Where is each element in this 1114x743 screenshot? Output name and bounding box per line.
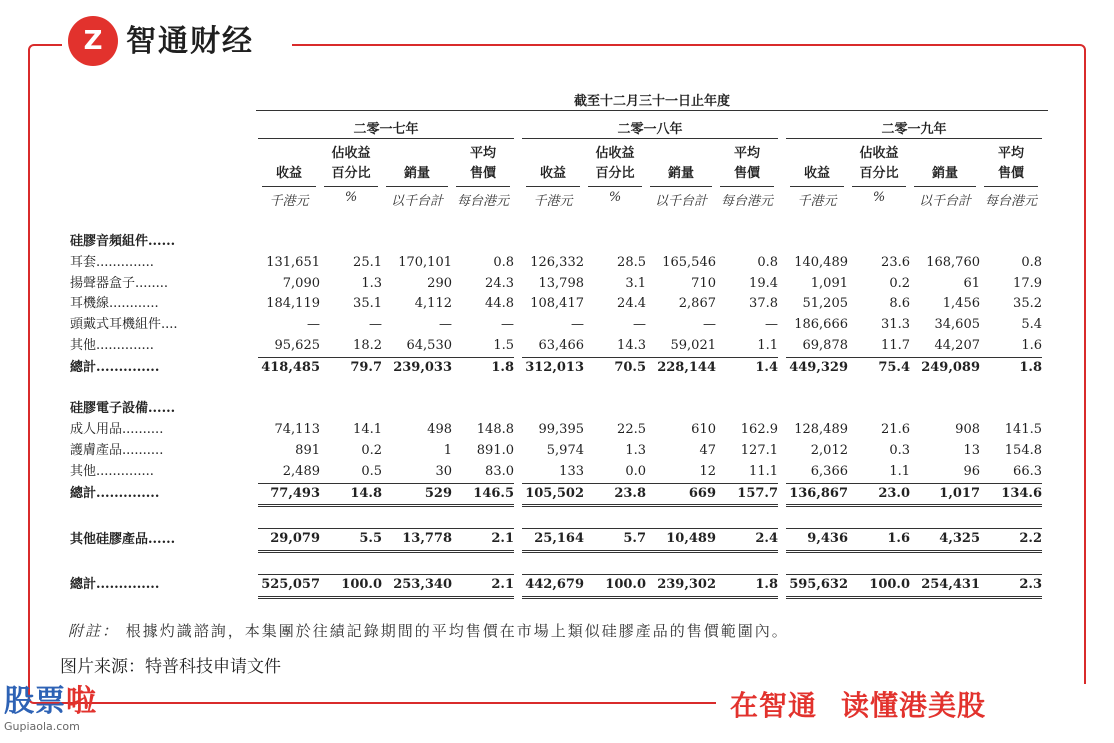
table-cell (848, 232, 910, 253)
table-cell: 127.1 (740, 442, 778, 458)
table-cell: 7,090 (282, 275, 320, 291)
table-cell: 5.7 (584, 529, 646, 552)
table-cell: 128,489 (794, 422, 848, 438)
table-cell: 14.8 (320, 483, 382, 506)
table-cell: 10,489 (646, 529, 716, 552)
table-cell: 34,605 (934, 317, 980, 333)
table-cell: 64,530 (406, 337, 452, 353)
watermark-url: Gupiaola.com (4, 720, 80, 733)
table-cell: 1.6 (1021, 337, 1042, 353)
table-cell: — (765, 317, 778, 333)
table-cell: 141.5 (1004, 422, 1042, 438)
year-title: 二零一九年 (881, 122, 947, 137)
row-label: 硅膠音頻組件...... (70, 234, 176, 249)
table-cell: 2.4 (716, 529, 778, 552)
year-rule (522, 138, 778, 139)
table-cell: 28.5 (617, 254, 646, 270)
table-cell: 6,366 (810, 463, 848, 479)
table-cell: 95,625 (274, 337, 320, 353)
table-row (70, 294, 1042, 315)
table-cell: — (501, 317, 514, 333)
table-cell: 1,091 (810, 275, 848, 291)
table-cell: 312,013 (522, 357, 584, 378)
table-cell (522, 399, 584, 420)
table-cell (584, 232, 646, 253)
slogan-part-1: 在智通 (730, 689, 818, 722)
table-cell: 24.3 (485, 275, 514, 291)
table-cell: 99,395 (538, 422, 584, 438)
table-cell (646, 232, 716, 253)
data-table (70, 232, 1042, 599)
table-row (70, 529, 1042, 552)
table-cell: 14.3 (617, 337, 646, 353)
table-cell: 70.5 (584, 357, 646, 378)
row-label: 硅膠電子設備...... (70, 401, 176, 417)
image-source: 图片来源：特普科技申请文件 (60, 657, 281, 677)
table-cell: 228,144 (646, 357, 716, 378)
table-cell: 891 (295, 442, 320, 458)
column-header-rule (324, 186, 378, 187)
table-cell: 96 (963, 463, 980, 479)
column-header: 銷量 (403, 166, 430, 181)
table-cell: 100.0 (848, 574, 910, 597)
table-cell: 74,113 (274, 422, 320, 438)
table-cell (320, 232, 382, 253)
column-header-rule (914, 186, 976, 187)
table-cell: 0.3 (889, 442, 910, 458)
column-header-rule (852, 186, 906, 187)
unit-label: 以千台計 (654, 194, 707, 209)
table-cell: 100.0 (584, 574, 646, 597)
year-title: 二零一八年 (617, 122, 683, 137)
row-label: 成人用品.......... (70, 422, 164, 438)
period-title: 截至十二月三十一日止年度 (573, 94, 730, 109)
column-header: 收益 (275, 166, 302, 181)
table-cell: 30 (435, 463, 452, 479)
unit-label: 以千台計 (390, 194, 443, 209)
table-cell (646, 399, 716, 420)
table-cell: 170,101 (398, 254, 452, 270)
table-cell: 0.2 (889, 275, 910, 291)
row-label: 其他硅膠產品...... (70, 531, 176, 547)
table-cell: — (633, 317, 646, 333)
column-header: 平均 售價 (733, 146, 760, 181)
table-cell: 8.6 (889, 296, 910, 312)
row-label: 其他.............. (70, 464, 154, 480)
table-cell: 710 (691, 275, 716, 291)
table-cell (786, 399, 848, 420)
row-label: 總計.............. (70, 486, 160, 502)
column-header-rule (650, 186, 712, 187)
table-cell: 157.7 (716, 483, 778, 506)
table-cell: 13 (963, 442, 980, 458)
table-cell: 0.8 (1021, 254, 1042, 270)
table-cell: 5.4 (1021, 317, 1042, 333)
column-header: 平均 售價 (469, 146, 496, 181)
table-cell: 29,079 (258, 529, 320, 552)
table-cell: 11.1 (749, 463, 778, 479)
column-header-rule (984, 186, 1038, 187)
table-cell: 24.4 (617, 296, 646, 312)
table-cell: 610 (691, 422, 716, 438)
table-cell: 168,760 (926, 254, 980, 270)
table-cell: 108,417 (530, 296, 584, 312)
table-cell: — (571, 317, 584, 333)
table-cell: 908 (955, 422, 980, 438)
header-rule (256, 110, 1048, 111)
table-row (70, 232, 1042, 253)
column-header-rule (526, 186, 580, 187)
table-cell: 126,332 (530, 254, 584, 270)
table-cell: — (307, 317, 320, 333)
slogan-part-2: 读懂港美股 (841, 689, 987, 722)
watermark-text-2: 啦 (66, 684, 97, 719)
table-cell: 5.5 (320, 529, 382, 552)
table-cell: 21.6 (881, 422, 910, 438)
table-cell: 0.8 (757, 254, 778, 270)
column-header: 收益 (803, 166, 830, 181)
year-rule (258, 138, 514, 139)
row-label: 頭戴式耳機組件.... (70, 317, 178, 333)
table-row (70, 574, 1042, 597)
table-row (70, 483, 1042, 506)
table-cell: 1.3 (361, 275, 382, 291)
column-header-rule (720, 186, 774, 187)
table-cell: 37.8 (749, 296, 778, 312)
table-cell: 239,302 (646, 574, 716, 597)
table-cell (716, 399, 778, 420)
table-cell: 162.9 (740, 422, 778, 438)
unit-label: % (608, 190, 622, 205)
table-cell: 449,329 (786, 357, 848, 378)
unit-label: % (872, 190, 886, 205)
year-rule (786, 138, 1042, 139)
table-cell: 525,057 (258, 574, 320, 597)
table-cell: 0.0 (625, 463, 646, 479)
table-cell: 249,089 (910, 357, 980, 378)
column-header: 銷量 (667, 166, 694, 181)
unit-label: 每台港元 (456, 194, 509, 209)
table-cell: 134.6 (980, 483, 1042, 506)
table-cell (382, 232, 452, 253)
table-cell: 1.8 (716, 574, 778, 597)
table-cell: 22.5 (617, 422, 646, 438)
table-row (70, 315, 1042, 336)
table-cell: 75.4 (848, 357, 910, 378)
table-cell: 133 (559, 463, 584, 479)
table-cell: 14.1 (353, 422, 382, 438)
table-cell (910, 399, 980, 420)
table-cell: 77,493 (258, 483, 320, 506)
column-header-rule (588, 186, 642, 187)
table-cell: 154.8 (1004, 442, 1042, 458)
table-cell: 25.1 (353, 254, 382, 270)
table-cell: 66.3 (1013, 463, 1042, 479)
table-cell: 63,466 (538, 337, 584, 353)
table-cell: 290 (427, 275, 452, 291)
table-cell: 0.2 (361, 442, 382, 458)
table-cell: 13,798 (538, 275, 584, 291)
table-cell: 44.8 (485, 296, 514, 312)
unit-label: 每台港元 (984, 194, 1037, 209)
watermark-text-1: 股票 (4, 684, 66, 719)
table-cell: 498 (427, 422, 452, 438)
table-cell: 18.2 (353, 337, 382, 353)
table-cell: 1.1 (757, 337, 778, 353)
table-cell: 51,205 (802, 296, 848, 312)
table-cell: 1,456 (942, 296, 980, 312)
table-cell: — (703, 317, 716, 333)
table-cell: 5,974 (546, 442, 584, 458)
table-cell: 83.0 (485, 463, 514, 479)
table-cell: 1,017 (910, 483, 980, 506)
table-cell: 253,340 (382, 574, 452, 597)
table-cell (382, 399, 452, 420)
table-cell: 1.1 (889, 463, 910, 479)
table-row (70, 462, 1042, 483)
footnote-text: 根據灼識諮詢，本集團於往績記錄期間的平均售價在市場上類似硅膠產品的售價範圍內。 (125, 622, 789, 640)
column-header: 佔收益 百分比 (859, 146, 899, 181)
table-cell (452, 399, 514, 420)
table-cell: 25,164 (522, 529, 584, 552)
row-label: 護膚產品.......... (70, 442, 164, 458)
table-cell: 2.2 (980, 529, 1042, 552)
unit-label: 千港元 (533, 194, 573, 209)
table-cell: 131,651 (266, 254, 320, 270)
table-cell (848, 399, 910, 420)
footnote-label: 附註： (68, 622, 120, 640)
table-cell (716, 232, 778, 253)
table-row (70, 253, 1042, 274)
table-cell: 2,489 (282, 463, 320, 479)
table-cell: 19.4 (749, 275, 778, 291)
column-header: 銷量 (931, 166, 958, 181)
row-label: 其他.............. (70, 338, 154, 354)
table-cell: 239,033 (382, 357, 452, 378)
table-cell: 11.7 (881, 337, 910, 353)
table-cell: 669 (646, 483, 716, 506)
unit-label: 每台港元 (720, 194, 773, 209)
table-cell: 2,012 (810, 442, 848, 458)
table-cell: 136,867 (786, 483, 848, 506)
table-cell: 165,546 (662, 254, 716, 270)
table-cell: 35.1 (353, 296, 382, 312)
table-cell: 13,778 (382, 529, 452, 552)
table-cell: — (369, 317, 382, 333)
table-cell: 17.9 (1013, 275, 1042, 291)
table-cell: 186,666 (794, 317, 848, 333)
table-cell: 79.7 (320, 357, 382, 378)
table-cell: 4,112 (414, 296, 452, 312)
row-label: 揚聲器盒子........ (70, 275, 169, 291)
table-row (70, 357, 1042, 378)
table-cell: 595,632 (786, 574, 848, 597)
table-cell (258, 232, 320, 253)
table-cell: 59,021 (670, 337, 716, 353)
table-cell (980, 399, 1042, 420)
table-cell: 254,431 (910, 574, 980, 597)
table-cell: 23.8 (584, 483, 646, 506)
slogan (730, 686, 986, 726)
table-cell: 61 (963, 275, 980, 291)
table-cell: 31.3 (881, 317, 910, 333)
column-header-rule (456, 186, 510, 187)
table-cell: 1.4 (716, 357, 778, 378)
table-cell: 1 (443, 442, 452, 458)
table-cell: 1.3 (625, 442, 646, 458)
column-header-rule (790, 186, 844, 187)
table-cell: 1.8 (452, 357, 514, 378)
table-row (70, 336, 1042, 357)
row-label: 總計.............. (70, 359, 160, 375)
table-cell (584, 399, 646, 420)
table-cell: 9,436 (786, 529, 848, 552)
table-cell: 442,679 (522, 574, 584, 597)
table-cell: 1.5 (493, 337, 514, 353)
brand-logo-icon: Z (68, 16, 118, 66)
table-row (70, 420, 1042, 441)
unit-label: % (344, 190, 358, 205)
year-title: 二零一七年 (353, 122, 419, 137)
table-row (70, 399, 1042, 420)
row-label: 耳機線............ (70, 296, 159, 312)
table-cell (320, 399, 382, 420)
table-cell (910, 232, 980, 253)
column-header-rule (262, 186, 316, 187)
table-cell: — (439, 317, 452, 333)
table-cell: 4,325 (910, 529, 980, 552)
table-cell (786, 232, 848, 253)
table-cell: 0.5 (361, 463, 382, 479)
table-cell: 140,489 (794, 254, 848, 270)
table-cell: 0.8 (493, 254, 514, 270)
table-cell: 418,485 (258, 357, 320, 378)
brand-name: 智通财经 (126, 24, 254, 59)
table-cell: 23.6 (881, 254, 910, 270)
table-cell: 44,207 (934, 337, 980, 353)
table-row (70, 274, 1042, 295)
table-cell: 100.0 (320, 574, 382, 597)
table-cell: 12 (699, 463, 716, 479)
row-label: 總計.............. (70, 577, 160, 593)
unit-label: 千港元 (797, 194, 837, 209)
table-cell (258, 399, 320, 420)
table-cell (980, 232, 1042, 253)
table-cell: 47 (699, 442, 716, 458)
table-cell: 148.8 (476, 422, 514, 438)
table-cell (452, 232, 514, 253)
table-cell: 891.0 (476, 442, 514, 458)
column-header-rule (386, 186, 448, 187)
row-label: 耳套.............. (70, 254, 154, 270)
table-cell: 105,502 (522, 483, 584, 506)
table-cell: 2.3 (980, 574, 1042, 597)
column-header: 佔收益 百分比 (595, 146, 635, 181)
footnote (68, 620, 789, 641)
table-cell: 2,867 (678, 296, 716, 312)
unit-label: 以千台計 (918, 194, 971, 209)
table-cell: 184,119 (266, 296, 320, 312)
table-cell: 1.8 (980, 357, 1042, 378)
column-header: 平均 售價 (997, 146, 1024, 181)
table-cell: 1.6 (848, 529, 910, 552)
table-cell: 23.0 (848, 483, 910, 506)
table-cell: 146.5 (452, 483, 514, 506)
column-header: 收益 (539, 166, 566, 181)
table-row (70, 441, 1042, 462)
watermark (4, 684, 97, 734)
column-header: 佔收益 百分比 (331, 146, 371, 181)
unit-label: 千港元 (269, 194, 309, 209)
table-cell: 69,878 (802, 337, 848, 353)
table-cell: 2.1 (452, 529, 514, 552)
table-cell: 3.1 (625, 275, 646, 291)
table-cell: 2.1 (452, 574, 514, 597)
table-cell (522, 232, 584, 253)
table-cell: 529 (382, 483, 452, 506)
table-cell: 35.2 (1013, 296, 1042, 312)
